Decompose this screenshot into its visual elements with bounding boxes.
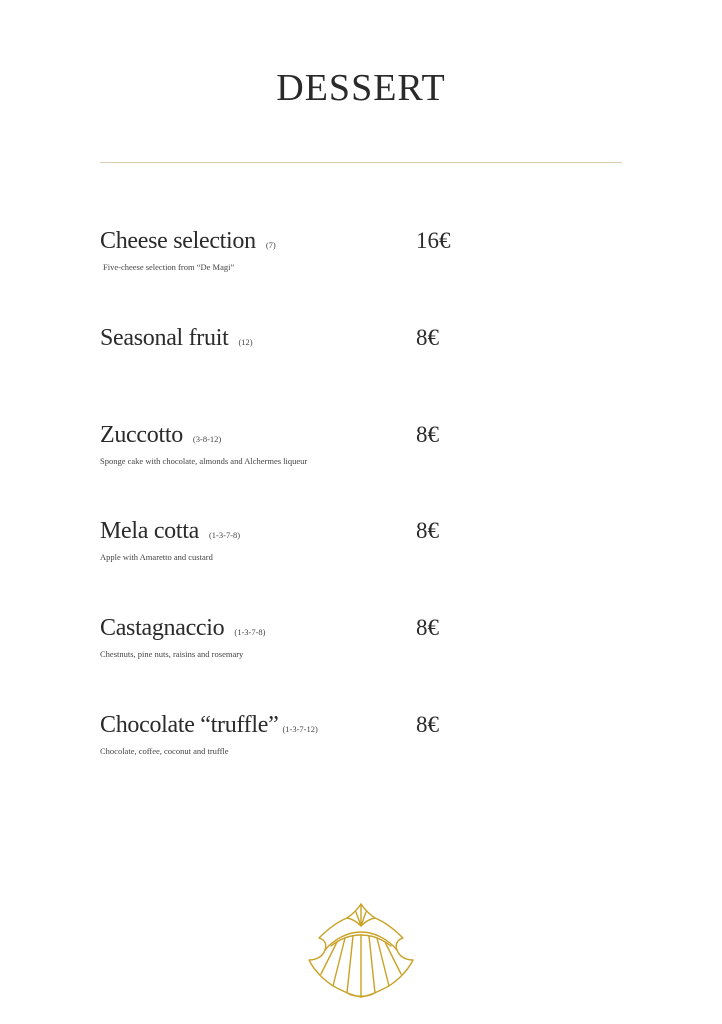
menu-item-mela-cotta [100,518,520,562]
item-price: 8€ [416,325,439,350]
item-name: Zuccotto [100,422,183,448]
shell-logo-icon [301,900,421,1000]
item-name: Mela cotta [100,518,199,544]
item-name: Cheese selection [100,228,256,254]
menu-item-zuccotto [100,422,520,466]
page-title: DESSERT [276,67,446,109]
item-price: 8€ [416,615,439,640]
item-description: Sponge cake with chocolate, almonds and Alchermes liqueur [100,456,308,466]
item-allergens: (3-8-12) [192,434,222,444]
item-allergens: (12) [238,337,253,347]
item-price: 16€ [416,228,451,253]
item-name: Seasonal fruit [100,325,229,351]
item-allergens: (1-3-7-12) [282,724,318,734]
item-description: Apple with Amaretto and custard [100,552,213,562]
title-divider [100,162,622,163]
item-allergens: (1-3-7-8) [208,530,241,540]
item-price: 8€ [416,712,439,737]
item-description: Chestnuts, pine nuts, raisins and rosemary [100,649,244,659]
item-description: Five-cheese selection from “De Magi” [103,262,235,272]
item-description: Chocolate, coffee, coconut and truffle [100,746,229,756]
menu-item-castagnaccio [100,615,520,659]
item-allergens: (7) [265,240,276,250]
item-name: Castagnaccio [100,615,225,641]
menu-item-seasonal-fruit [100,325,520,357]
menu-item-cheese-selection [100,228,520,272]
item-allergens: (1-3-7-8) [234,627,266,637]
menu-item-chocolate-truffle [100,712,520,756]
item-name: Chocolate “truffle” [100,712,279,738]
item-price: 8€ [416,518,439,543]
item-price: 8€ [416,422,439,447]
